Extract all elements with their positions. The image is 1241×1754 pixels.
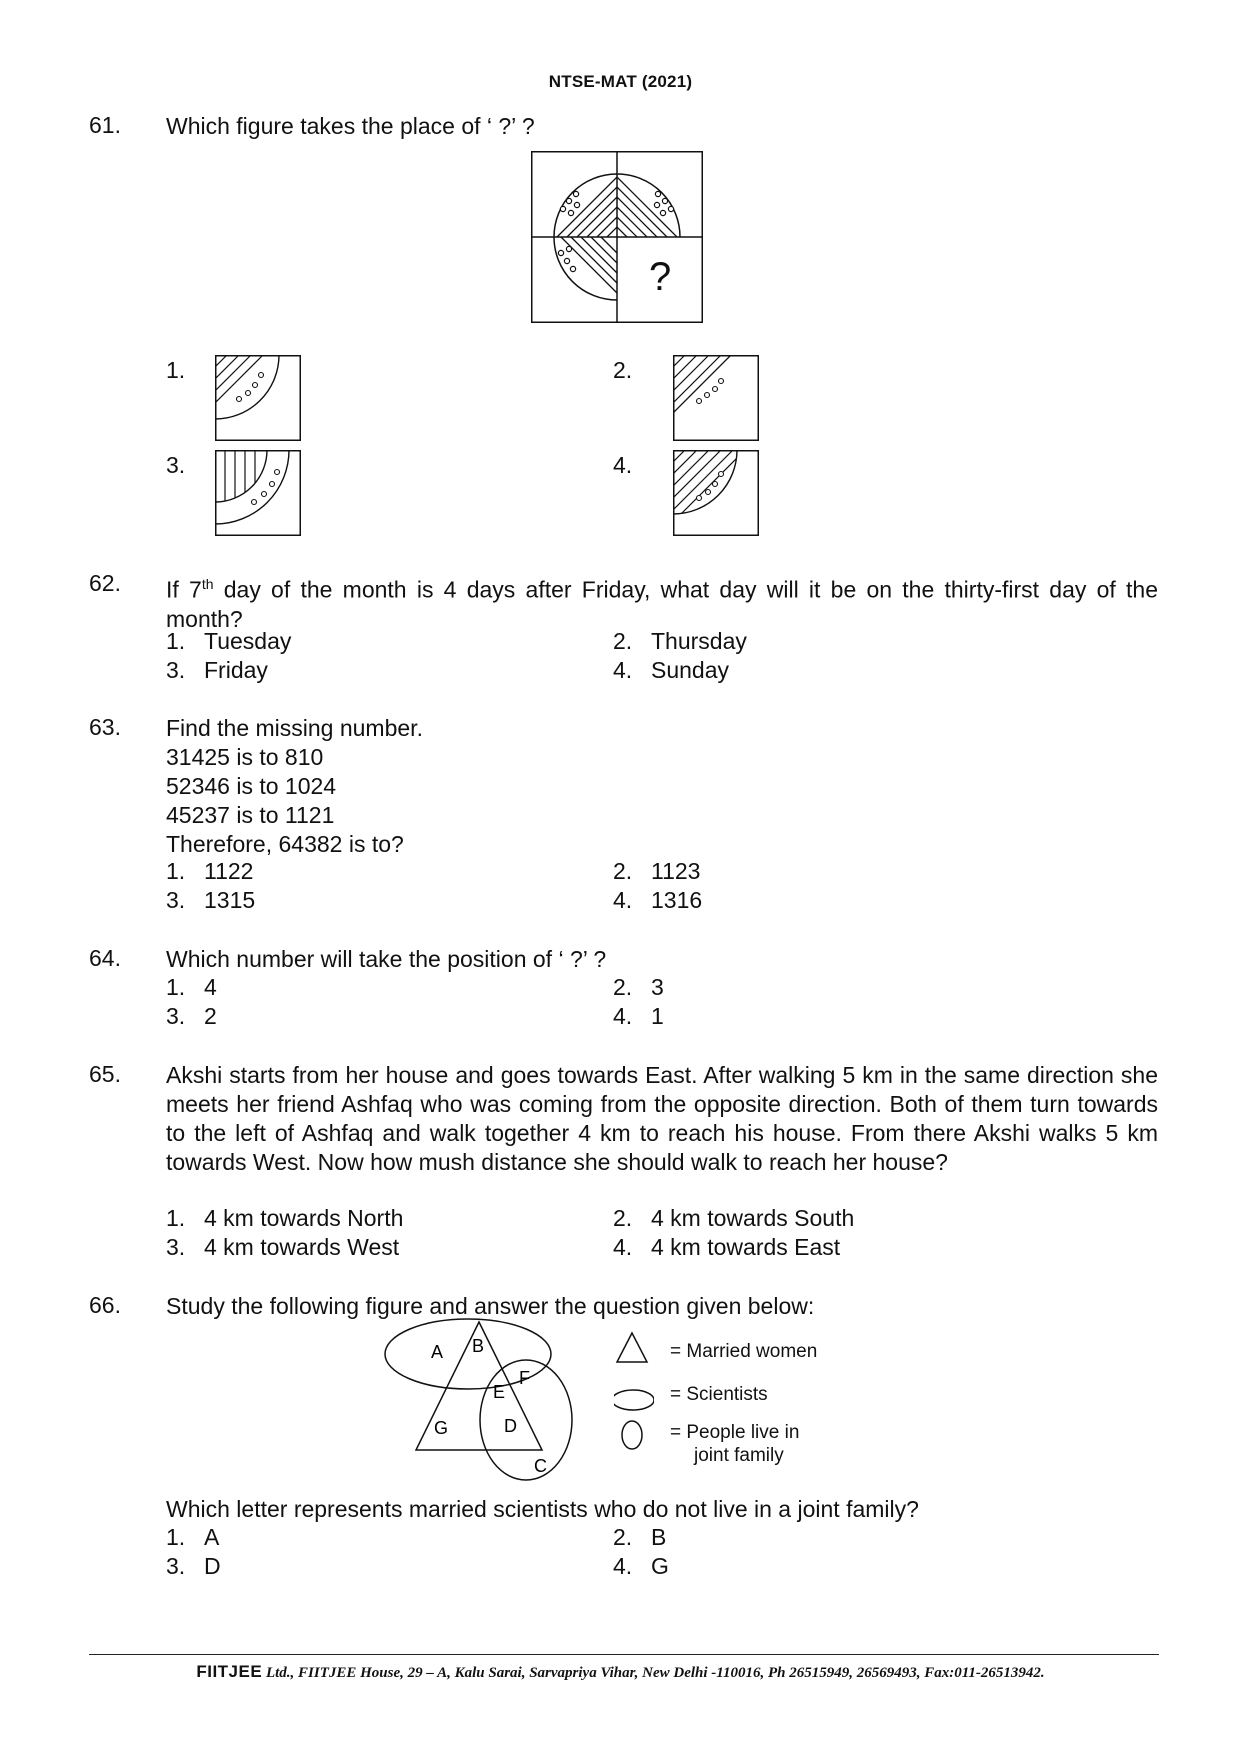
- legend-ellipse-icon: [614, 1390, 654, 1410]
- q65-text: Akshi starts from her house and goes towards East. After walking 5 km in the same direction she meets her friend Ashfaq who was coming from the opposite direction. Both of them turn towards to the left of Ashfaq and walk together 4 km to reach his house. From there Akshi walks 5 km towards West. Now how mush distance she should walk to reach her house?: [166, 1062, 1158, 1175]
- q61-option-1-figure[interactable]: [215, 355, 301, 441]
- venn-label-a: A: [431, 1342, 444, 1362]
- venn-label-c: C: [534, 1456, 547, 1476]
- q61-option-3-figure[interactable]: [215, 450, 301, 536]
- q62-option-2[interactable]: 2. Thursday: [613, 628, 747, 654]
- q64-text: Which number will take the position of ‘ ?’ ?: [166, 946, 607, 972]
- q64-option-4[interactable]: 4. 1: [613, 1003, 664, 1029]
- q62-option-1[interactable]: 1. Tuesday: [166, 628, 292, 654]
- q62-option-4[interactable]: 4. Sunday: [613, 657, 730, 683]
- q66-option-3[interactable]: 3. D: [166, 1553, 221, 1579]
- q63-line: 52346 is to 1024: [166, 773, 337, 799]
- q63-number: 63.: [89, 714, 121, 740]
- legend-triangle-icon: [617, 1333, 647, 1362]
- legend-scientists: = Scientists: [670, 1384, 768, 1405]
- q65-option-3[interactable]: 3. 4 km towards West: [166, 1234, 400, 1260]
- q63-line: 31425 is to 810: [166, 744, 324, 770]
- q66-option-1[interactable]: 1. A: [166, 1524, 220, 1550]
- footer-address: Ltd., FIITJEE House, 29 – A, Kalu Sarai, Sarvapriya Vihar, New Delhi -110016, Ph 26515949, 26569493, Fax:011-26513942.: [262, 1665, 1045, 1681]
- q61-option-2-figure[interactable]: [673, 355, 759, 441]
- page-header-title: NTSE-MAT (2021): [548, 72, 693, 91]
- q64-option-2[interactable]: 2. 3: [613, 974, 664, 1000]
- q66-legend-shapes: [614, 1330, 654, 1450]
- footer-divider: [89, 1654, 1159, 1655]
- q66-number: 66.: [89, 1292, 121, 1318]
- q63-line: 45237 is to 1121: [166, 802, 335, 828]
- q61-option-3-number: 3.: [166, 452, 186, 478]
- q66-intro: Study the following figure and answer the question given below:: [166, 1293, 815, 1319]
- q64-option-3[interactable]: 3. 2: [166, 1003, 217, 1029]
- q61-option-1-number: 1.: [166, 357, 186, 383]
- q65-number: 65.: [89, 1061, 121, 1087]
- legend-joint-family-2: joint family: [694, 1445, 784, 1466]
- q61-option-2-number: 2.: [613, 357, 633, 383]
- q64-number: 64.: [89, 945, 121, 971]
- page-footer: [0, 1662, 1241, 1682]
- q63-line: Therefore, 64382 is to?: [166, 831, 404, 857]
- q63-option-1[interactable]: 1. 1122: [166, 858, 254, 884]
- q65-option-2[interactable]: 2. 4 km towards South: [613, 1205, 855, 1231]
- q61-option-4-number: 4.: [613, 452, 633, 478]
- q63-line: Find the missing number.: [166, 715, 423, 741]
- q63-option-3[interactable]: 3. 1315: [166, 887, 256, 913]
- q61-text: Which figure takes the place of ‘ ?’ ?: [166, 113, 535, 139]
- q61-question-figure: [531, 151, 703, 323]
- q63-option-2[interactable]: 2. 1123: [613, 858, 701, 884]
- legend-married-women: = Married women: [670, 1341, 818, 1362]
- q63-option-4[interactable]: 4. 1316: [613, 887, 703, 913]
- q62-option-3[interactable]: 3. Friday: [166, 657, 268, 683]
- venn-label-f: F: [519, 1368, 530, 1388]
- q66-venn-diagram: [383, 1318, 583, 1482]
- q61-option-4-figure[interactable]: [673, 450, 759, 536]
- q66-option-2[interactable]: 2. B: [613, 1524, 667, 1550]
- venn-label-b: B: [472, 1336, 485, 1356]
- q61-number: 61.: [89, 112, 121, 138]
- legend-circle-icon: [622, 1421, 642, 1449]
- venn-label-e: E: [493, 1382, 506, 1402]
- footer-brand: FIITJEE: [196, 1662, 263, 1681]
- q65-option-4[interactable]: 4. 4 km towards East: [613, 1234, 841, 1260]
- venn-label-g: G: [434, 1418, 449, 1438]
- q64-option-1[interactable]: 1. 4: [166, 974, 217, 1000]
- q61-question-mark: ?: [649, 255, 672, 299]
- venn-label-d: D: [504, 1416, 517, 1436]
- q65-option-1[interactable]: 1. 4 km towards North: [166, 1205, 404, 1231]
- q66-question: Which letter represents married scientists who do not live in a joint family?: [166, 1496, 919, 1522]
- q62-text: If 7th day of the month is 4 days after Friday, what day will it be on the thirty-first day of the month?: [166, 576, 1158, 632]
- q62-number: 62.: [89, 570, 121, 596]
- legend-joint-family-1: = People live in: [670, 1422, 800, 1443]
- q63-text: [166, 714, 1158, 859]
- q66-option-4[interactable]: 4. G: [613, 1553, 669, 1579]
